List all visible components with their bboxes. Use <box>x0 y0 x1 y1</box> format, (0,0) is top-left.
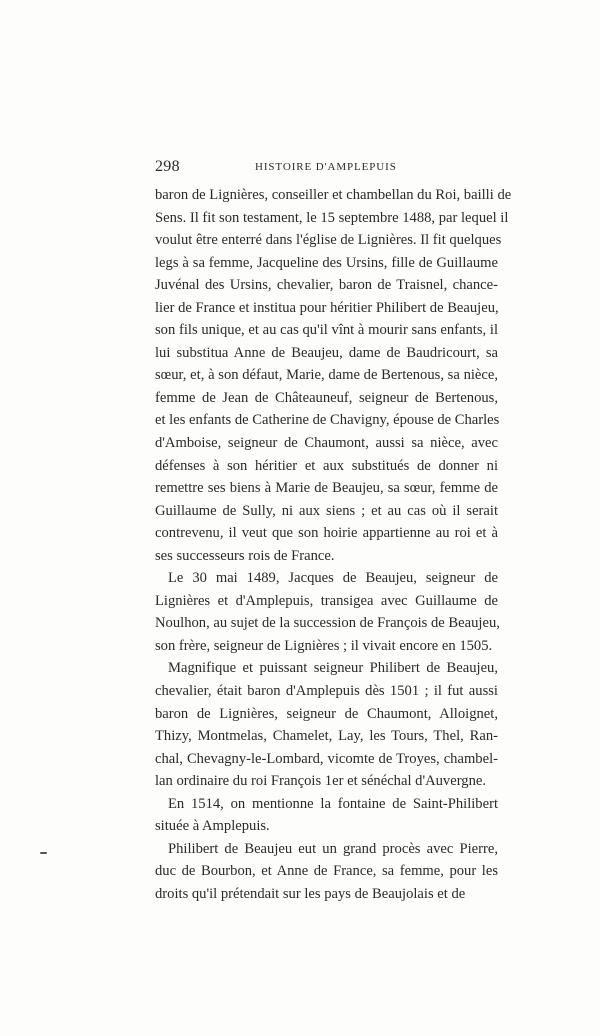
text-line: remettre ses biens à Marie de Beaujeu, sa sœur, femme de <box>155 480 498 497</box>
paragraph <box>155 793 498 838</box>
text-line: chevalier, était baron d'Amplepuis dès 1501 ; il fut aussi <box>155 683 498 700</box>
text-line: Guillaume de Sully, ni aux siens ; et au cas où il serait <box>155 502 498 519</box>
text-line: duc de Bourbon, et Anne de France, sa femme, pour les <box>155 863 498 880</box>
text-line: son fils unique, et au cas qu'il vînt à mourir sans enfants, il <box>155 322 498 339</box>
text-line: sœur, et, à son défaut, Marie, dame de Bertenous, sa nièce, <box>155 367 498 384</box>
text-line: chal, Chevagny-le-Lombard, vicomte de Troyes, chambel- <box>155 750 498 767</box>
text-line: Lignières et d'Amplepuis, transigea avec Guillaume de <box>155 592 498 609</box>
body-text <box>155 184 512 906</box>
paragraph <box>155 184 512 567</box>
text-line: Sens. Il fit son testament, le 15 septembre 1488, par lequel il <box>155 209 509 226</box>
text-line: et les enfants de Catherine de Chavigny, épouse de Charles <box>155 412 500 429</box>
text-line: ses successeurs rois de France. <box>155 547 335 564</box>
text-line: défenses à son héritier et aux substitués de donner ni <box>155 457 498 474</box>
text-line: lan ordinaire du roi François 1er et sénéchal d'Auvergne. <box>155 773 487 790</box>
text-line: Thizy, Montmelas, Chamelet, Lay, les Tours, Thel, Ran- <box>155 728 498 745</box>
text-line: Noulhon, au sujet de la succession de François de Beaujeu, <box>155 615 500 632</box>
text-line: Philibert de Beaujeu eut un grand procès avec Pierre, <box>168 840 498 857</box>
margin-mark <box>40 852 47 854</box>
text-line: Le 30 mai 1489, Jacques de Beaujeu, seigneur de <box>168 570 498 587</box>
text-line: baron de Lignières, conseiller et chambellan du Roi, bailli de <box>155 187 512 203</box>
text-line: d'Amboise, seigneur de Chaumont, aussi sa nièce, avec <box>155 435 498 452</box>
paragraph <box>155 657 498 792</box>
text-line: située à Amplepuis. <box>155 818 270 835</box>
text-line: En 1514, on mentionne la fontaine de Saint-Philibert <box>168 795 498 812</box>
text-line: femme de Jean de Châteauneuf, seigneur de Bertenous, <box>155 389 498 406</box>
text-line: legs à sa femme, Jacqueline des Ursins, fille de Guillaume <box>155 254 498 271</box>
text-line: lier de France et institua pour héritier Philibert de Beaujeu, <box>155 299 499 316</box>
text-line: son frère, seigneur de Lignières ; il vivait encore en 1505. <box>155 637 493 654</box>
text-line: lui substitua Anne de Beaujeu, dame de Baudricourt, sa <box>155 344 498 361</box>
text-line: Juvénal des Ursins, chevalier, baron de Traisnel, chance- <box>155 277 498 294</box>
text-line: contrevenu, il veut que son hoirie appartienne au roi et à <box>155 525 498 542</box>
running-head: HISTOIRE D'AMPLEPUIS <box>255 161 397 173</box>
paragraph <box>155 567 498 657</box>
page-header <box>155 158 498 178</box>
text-line: Magnifique et puissant seigneur Philibert de Beaujeu, <box>168 660 498 677</box>
page-number: 298 <box>155 158 180 175</box>
text-line: baron de Lignières, seigneur de Chaumont, Alloignet, <box>155 705 498 722</box>
paragraph <box>155 838 498 906</box>
text-line: droits qu'il prétendait sur les pays de Beaujolais et de <box>155 885 466 902</box>
text-line: voulut être enterré dans l'église de Lignières. Il fit quelques <box>155 232 502 249</box>
